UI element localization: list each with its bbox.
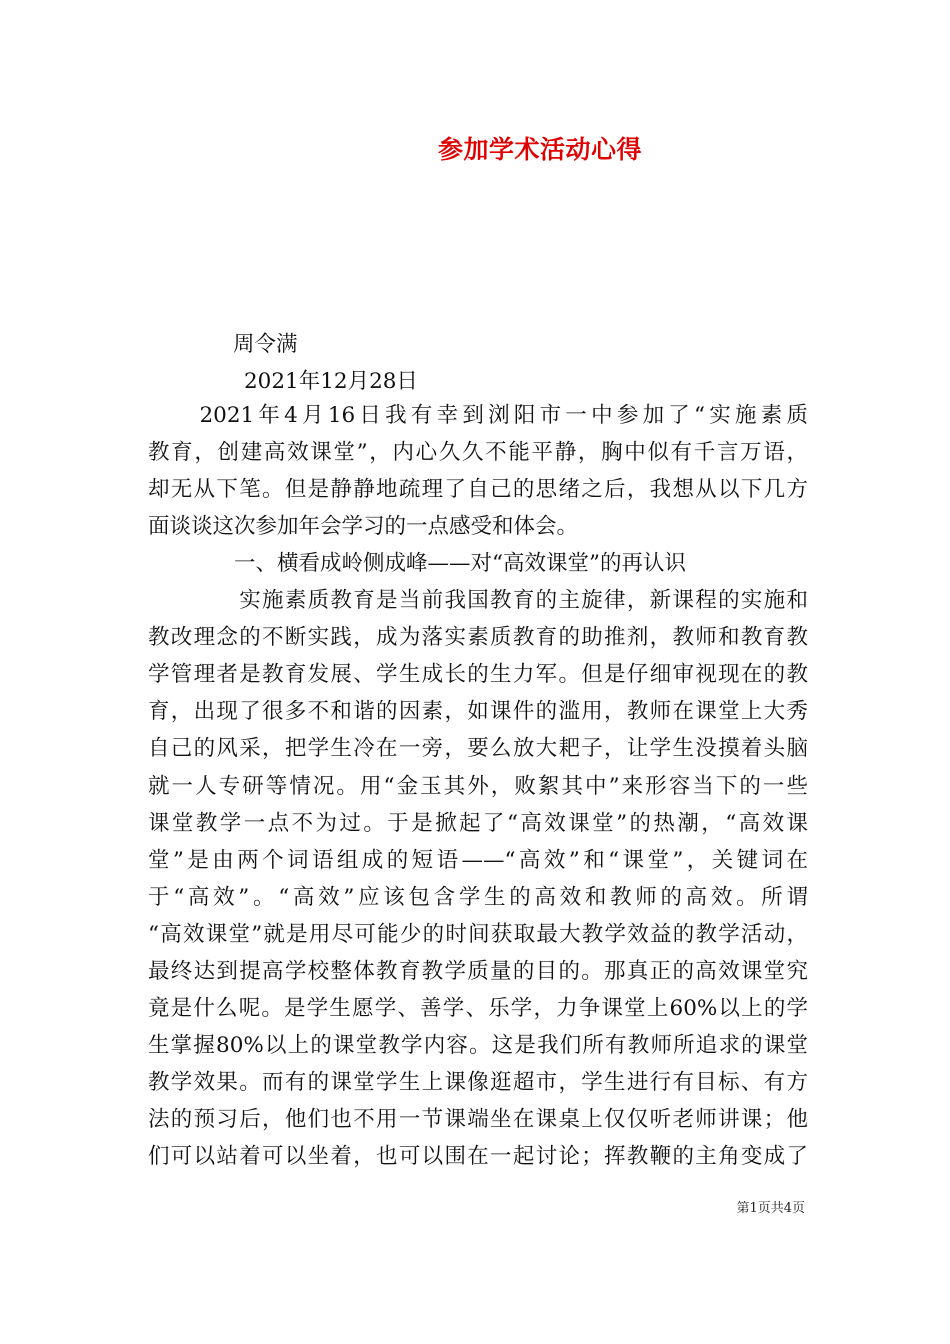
body-line: 竟是什么呢。是学生愿学、善学、乐学，力争课堂上60%以上的学 bbox=[148, 995, 808, 1021]
page-number: 第1页共4页 bbox=[736, 1201, 805, 1216]
body-line: 2021年4月16日我有幸到浏阳市一中参加了“实施素质 bbox=[148, 403, 808, 428]
body-line: 教改理念的不断实践，成为落实素质教育的助推剂，教师和教育教 bbox=[148, 625, 808, 651]
body-line: 学管理者是教育发展、学生成长的生力军。但是仔细审视现在的教 bbox=[148, 662, 808, 688]
body-line: 实施素质教育是当前我国教育的主旋律，新课程的实施和 bbox=[148, 588, 808, 614]
body-line: 堂”是由两个词语组成的短语——“高效”和“课堂”，关键词在 bbox=[148, 847, 808, 873]
document-date: 2021年12月28日 bbox=[244, 369, 418, 394]
body-line: 于“高效”。“高效”应该包含学生的高效和教师的高效。所谓 bbox=[148, 884, 808, 910]
body-line: 们可以站着可以坐着，也可以围在一起讨论；挥教鞭的主角变成了 bbox=[148, 1144, 808, 1169]
body-line: 自己的风采，把学生冷在一旁，要么放大耙子，让学生没摸着头脑 bbox=[148, 736, 808, 762]
body-line: 法的预习后，他们也不用一节课端坐在课桌上仅仅听老师讲课；他 bbox=[148, 1106, 808, 1132]
body-line: 最终达到提高学校整体教育教学质量的目的。那真正的高效课堂究 bbox=[148, 958, 808, 984]
author-name: 周令满 bbox=[233, 332, 298, 357]
document-title: 参加学术活动心得 bbox=[437, 135, 642, 164]
body-line: 教育，创建高效课堂”，内心久久不能平静，胸中似有千言万语， bbox=[148, 440, 808, 466]
body-line: 生掌握80%以上的课堂教学内容。这是我们所有教师所追求的课堂 bbox=[148, 1032, 808, 1058]
body-line: 就一人专研等情况。用“金玉其外，败絮其中”来形容当下的一些 bbox=[148, 773, 808, 799]
body-line: 课堂教学一点不为过。于是掀起了“高效课堂”的热潮，“高效课 bbox=[148, 810, 808, 836]
body-line: 育，出现了很多不和谐的因素，如课件的滥用，教师在课堂上大秀 bbox=[148, 699, 808, 725]
body-line: 一、横看成岭侧成峰——对“高效课堂”的再认识 bbox=[148, 551, 686, 577]
body-line: “高效课堂”就是用尽可能少的时间获取最大教学效益的教学活动， bbox=[148, 921, 808, 947]
body-line: 面谈谈这次参加年会学习的一点感受和体会。 bbox=[148, 514, 579, 540]
body-line: 却无从下笔。但是静静地疏理了自己的思绪之后，我想从以下几方 bbox=[148, 477, 808, 503]
body-line: 教学效果。而有的课堂学生上课像逛超市，学生进行有目标、有方 bbox=[148, 1069, 808, 1095]
